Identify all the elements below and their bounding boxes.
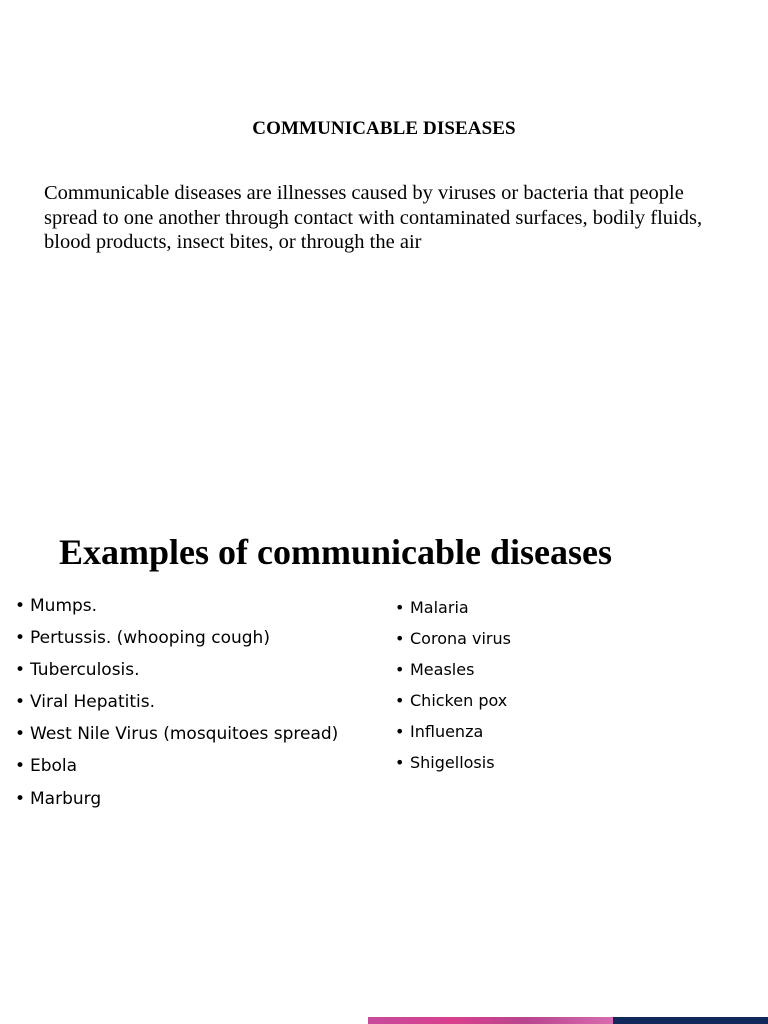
list-item: • Measles bbox=[395, 657, 511, 688]
list-item: • Marburg bbox=[15, 786, 338, 818]
list-item: • Corona virus bbox=[395, 626, 511, 657]
list-item: • Chicken pox bbox=[395, 688, 511, 719]
thumbnail-image bbox=[368, 1017, 613, 1024]
list-item: • Malaria bbox=[395, 595, 511, 626]
next-slide-thumbnail bbox=[368, 1017, 768, 1024]
list-item: • Pertussis. (whooping cough) bbox=[15, 625, 338, 657]
list-item: • Shigellosis bbox=[395, 750, 511, 781]
list-item: • Mumps. bbox=[15, 593, 338, 625]
list-item: • Ebola bbox=[15, 753, 338, 785]
examples-heading: Examples of communicable diseases bbox=[59, 532, 612, 572]
list-item: • West Nile Virus (mosquitoes spread) bbox=[15, 721, 338, 753]
list-item: • Influenza bbox=[395, 719, 511, 750]
disease-list-left bbox=[15, 593, 338, 818]
definition-paragraph: Communicable diseases are illnesses caused by viruses or bacteria that people spread to one another through contact with contaminated surfaces, bodily fluids, blood products, insect bites, or through the air bbox=[44, 182, 703, 253]
thumbnail-banner bbox=[613, 1017, 768, 1024]
slide-title: COMMUNICABLE DISEASES bbox=[252, 118, 516, 139]
list-item: • Tuberculosis. bbox=[15, 657, 338, 689]
list-item: • Viral Hepatitis. bbox=[15, 689, 338, 721]
disease-list-right bbox=[395, 595, 511, 782]
